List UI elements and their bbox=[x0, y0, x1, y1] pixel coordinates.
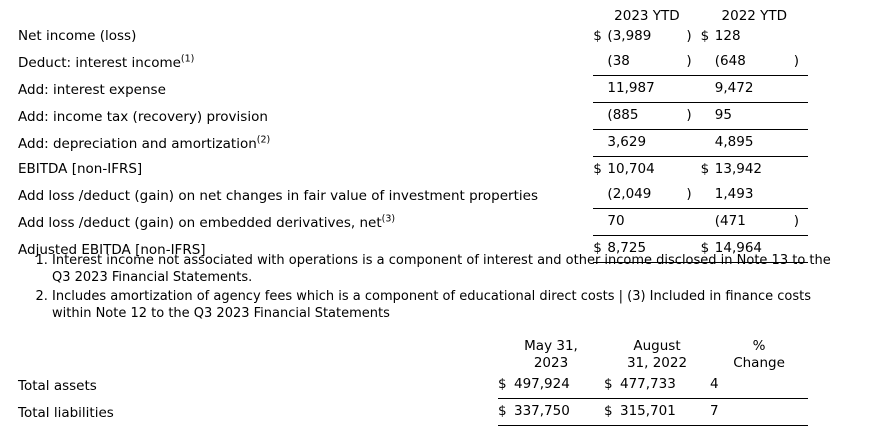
row-currency-1 bbox=[593, 182, 607, 209]
row-gap-2 bbox=[696, 399, 710, 426]
row-label: Net income (loss) bbox=[18, 28, 137, 44]
row-currency-2: $ bbox=[701, 236, 715, 263]
row-value-1: (38 bbox=[607, 49, 686, 76]
row-value-2: 13,942 bbox=[714, 161, 763, 177]
row-currency-2 bbox=[701, 209, 715, 236]
row-paren-1: ) bbox=[686, 103, 700, 130]
row-value-1: 70 bbox=[607, 209, 686, 236]
row-value-2: 14,964 bbox=[715, 236, 794, 263]
row-value-3: 7 bbox=[710, 399, 796, 426]
footnote-marker: (3) bbox=[381, 213, 396, 224]
row-label: Deduct: interest income$^{(1)}$ bbox=[18, 53, 195, 71]
row-label: Add loss /deduct (gain) on net changes in fair value of investment properties bbox=[18, 187, 538, 204]
row-value-3: 4 bbox=[710, 372, 796, 399]
row-paren-1 bbox=[686, 157, 700, 183]
row-value-2: 95 bbox=[715, 103, 794, 130]
table-header-row bbox=[18, 8, 808, 24]
header-2023-ytd: 2023 YTD bbox=[614, 8, 680, 24]
row-value-1: 337,750 bbox=[514, 399, 590, 426]
row-value-1: (885 bbox=[607, 103, 686, 130]
row-paren-2 bbox=[794, 103, 808, 130]
table-row bbox=[18, 49, 808, 76]
row-paren-2: ) bbox=[794, 49, 808, 76]
row-gap-1 bbox=[590, 399, 604, 426]
row-gap-3 bbox=[796, 372, 808, 399]
row-currency-1 bbox=[593, 103, 607, 130]
row-label: Add loss /deduct (gain) on embedded derivatives, net$^{(3)}$ bbox=[18, 213, 396, 231]
row-value-2: 4,895 bbox=[715, 130, 794, 157]
table-row bbox=[18, 157, 808, 183]
footnote-marker: (2) bbox=[256, 134, 271, 145]
row-currency-2 bbox=[701, 103, 715, 130]
row-paren-2 bbox=[794, 24, 808, 49]
row-gap-1 bbox=[590, 372, 604, 399]
row-currency-1: $ bbox=[498, 372, 514, 399]
table-row bbox=[18, 372, 808, 399]
row-paren-2 bbox=[794, 182, 808, 209]
ebitda-reconciliation-table bbox=[18, 8, 808, 263]
row-paren-1 bbox=[686, 209, 700, 236]
row-currency-1: $ bbox=[593, 236, 607, 263]
table-row bbox=[18, 399, 808, 426]
row-currency-2 bbox=[701, 182, 715, 209]
row-paren-1 bbox=[686, 76, 700, 103]
table-row bbox=[18, 24, 808, 49]
table-header-row bbox=[18, 338, 808, 372]
row-currency-1: $ bbox=[593, 161, 602, 177]
row-value-1: 10,704 bbox=[607, 161, 655, 177]
row-label: Adjusted EBITDA [non-IFRS] bbox=[18, 241, 206, 258]
row-currency-2: $ bbox=[700, 161, 710, 177]
row-label: Add: depreciation and amortization$^{(2)}$ bbox=[18, 134, 271, 152]
row-currency-2 bbox=[701, 49, 715, 76]
balance-summary-table bbox=[18, 338, 808, 426]
row-label: EBITDA [non-IFRS] bbox=[18, 161, 143, 177]
row-label: Add: income tax (recovery) provision bbox=[18, 108, 268, 125]
row-currency-1 bbox=[593, 209, 607, 236]
table-row bbox=[18, 103, 808, 130]
row-paren-1: ) bbox=[686, 49, 700, 76]
row-currency-2: $ bbox=[604, 399, 620, 426]
row-currency-2: $ bbox=[700, 28, 710, 44]
row-value-1: (3,989 bbox=[607, 28, 652, 44]
header-blank bbox=[18, 8, 593, 24]
row-label: Total assets bbox=[18, 377, 97, 394]
row-currency-1: $ bbox=[498, 399, 514, 426]
header-2022-ytd: 2022 YTD bbox=[721, 8, 788, 24]
row-value-2: 9,472 bbox=[715, 76, 794, 103]
row-paren-2 bbox=[794, 130, 808, 157]
row-paren-1: ) bbox=[686, 182, 700, 209]
row-currency-2 bbox=[701, 130, 715, 157]
header-august-31-2022: August 31, 2022 bbox=[626, 338, 688, 371]
row-value-2: 477,733 bbox=[620, 372, 696, 399]
row-currency-2 bbox=[701, 76, 715, 103]
row-value-2: 128 bbox=[714, 28, 741, 44]
row-gap-3 bbox=[796, 399, 808, 426]
row-value-2: (648 bbox=[715, 49, 794, 76]
row-value-2: (471 bbox=[715, 209, 794, 236]
row-value-1: 8,725 bbox=[607, 236, 686, 263]
row-label: Add: interest expense bbox=[18, 81, 166, 98]
footnote-item-2: 2. Includes amortization of agency fees which is a component of educational direct costs | (3) Included in finance costs within Note 12 to the Q3 2023 Financial Statements bbox=[52, 288, 834, 322]
row-value-1: 11,987 bbox=[607, 76, 686, 103]
table-row bbox=[18, 209, 808, 236]
row-currency-1: $ bbox=[593, 28, 602, 44]
row-gap-2 bbox=[696, 372, 710, 399]
row-currency-2: $ bbox=[604, 372, 620, 399]
row-paren-2 bbox=[794, 157, 808, 183]
row-paren-1 bbox=[686, 130, 700, 157]
row-value-2: 315,701 bbox=[620, 399, 696, 426]
table-row bbox=[18, 130, 808, 157]
row-currency-1 bbox=[593, 130, 607, 157]
row-currency-1 bbox=[593, 49, 607, 76]
header-may-31-2023: May 31, 2023 bbox=[524, 338, 578, 371]
header-blank bbox=[18, 338, 498, 372]
row-value-1: 3,629 bbox=[607, 130, 686, 157]
footnotes-block bbox=[22, 252, 834, 324]
table-row bbox=[18, 76, 808, 103]
row-paren-2 bbox=[794, 76, 808, 103]
row-label: Total liabilities bbox=[18, 404, 114, 421]
row-paren-2: ) bbox=[794, 209, 808, 236]
row-paren-1: ) bbox=[686, 28, 692, 44]
row-value-2: 1,493 bbox=[715, 182, 794, 209]
row-currency-1 bbox=[593, 76, 607, 103]
header-percent-change: % Change bbox=[733, 338, 785, 371]
row-value-1: (2,049 bbox=[607, 182, 686, 209]
row-value-1: 497,924 bbox=[514, 372, 590, 399]
footnote-item-1: 1. Interest income not associated with operations is a component of interest and other income disclosed in Note 13 to the Q3 2023 Financial Statements. bbox=[52, 252, 834, 286]
table-row bbox=[18, 182, 808, 209]
footnote-marker: (1) bbox=[180, 53, 195, 64]
